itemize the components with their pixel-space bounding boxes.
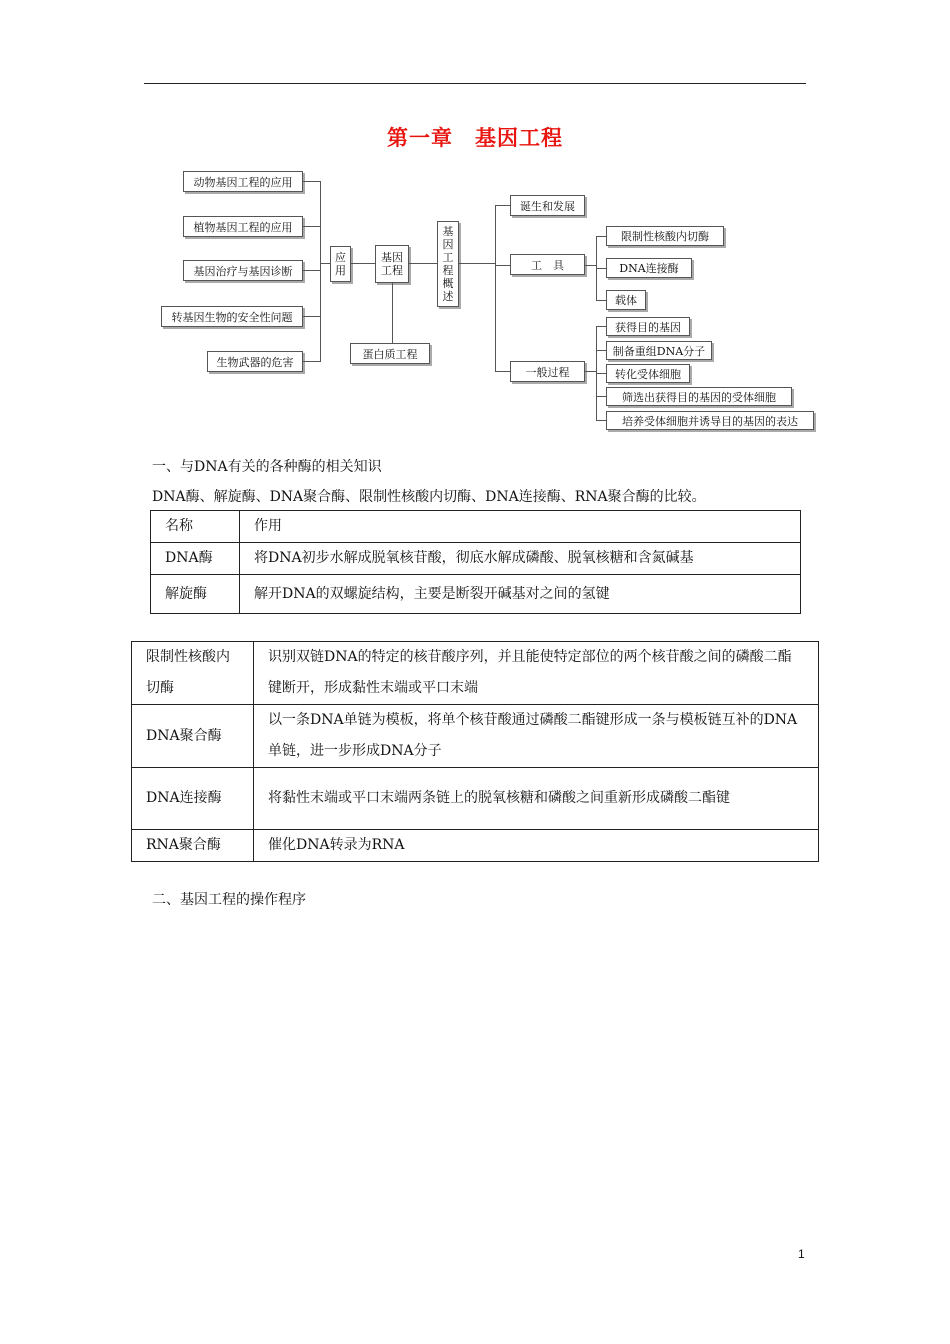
table-row	[132, 642, 819, 705]
node-bioweapon: 生物武器的危害	[207, 351, 303, 372]
node-protein-engineering: 蛋白质工程	[350, 343, 430, 364]
node-therapy: 基因治疗与基因诊断	[183, 260, 303, 281]
node-restriction-enzyme: 限制性核酸内切酶	[606, 226, 724, 246]
node-vector: 载体	[606, 290, 646, 310]
node-animal: 动物基因工程的应用	[183, 171, 303, 192]
table-cell: 解开DNA的双螺旋结构，主要是断裂开碱基对之间的氢键	[240, 575, 801, 614]
table-cell: 识别双链DNA的特定的核苷酸序列，并且能使特定部位的两个核苷酸之间的磷酸二酯键断开，形成黏性末端或平口末端	[254, 642, 819, 705]
section1-heading: 一、与DNA有关的各种酶的相关知识	[152, 459, 382, 475]
table-row	[132, 830, 819, 862]
table-cell: 解旋酶	[151, 575, 240, 614]
chapter-title: 第一章 基因工程	[387, 125, 563, 150]
table-cell: DNA聚合酶	[132, 705, 254, 768]
table-row	[151, 575, 801, 614]
table-row	[151, 543, 801, 575]
table-cell: 以一条DNA单链为模板，将单个核苷酸通过磷酸二酯键形成一条与模板链互补的DNA单链，进一步形成DNA分子	[254, 705, 819, 768]
node-safety: 转基因生物的安全性问题	[161, 306, 303, 327]
node-obtain-gene: 获得目的基因	[606, 317, 690, 336]
node-recombinant-dna: 制备重组DNA分子	[606, 341, 712, 360]
page-number: 1	[798, 1247, 805, 1261]
node-transform-cells: 转化受体细胞	[606, 364, 690, 383]
header-rule	[144, 83, 806, 84]
table-row	[151, 511, 801, 543]
section1-intro: DNA酶、解旋酶、DNA聚合酶、限制性核酸内切酶、DNA连接酶、RNA聚合酶的比较。	[152, 489, 706, 505]
table-cell: 作用	[240, 511, 801, 543]
node-application: 应 用	[330, 246, 351, 282]
table-cell: 将DNA初步水解成脱氧核苷酸，彻底水解成磷酸、脱氧核糖和含氮碱基	[240, 543, 801, 575]
node-screen-cells: 筛选出获得目的基因的受体细胞	[606, 387, 792, 406]
table-cell: 限制性核酸内切酶	[132, 642, 254, 705]
enzyme-table-1	[150, 510, 801, 614]
table-row	[132, 768, 819, 830]
node-genetic-engineering: 基因 工程	[375, 245, 409, 283]
table-cell: DNA连接酶	[132, 768, 254, 830]
enzyme-table-2	[131, 641, 819, 862]
table-cell: RNA聚合酶	[132, 830, 254, 862]
table-cell: 将黏性末端或平口末端两条链上的脱氧核糖和磷酸之间重新形成磷酸二酯键	[254, 768, 819, 830]
section2-heading: 二、基因工程的操作程序	[152, 892, 306, 908]
node-dna-ligase: DNA连接酶	[606, 258, 692, 278]
node-general-process: 一般过程	[510, 361, 585, 382]
node-birth-development: 诞生和发展	[510, 195, 585, 216]
table-cell: DNA酶	[151, 543, 240, 575]
table-cell: 催化DNA转录为RNA	[254, 830, 819, 862]
node-tools: 工 具	[510, 254, 585, 275]
node-plant: 植物基因工程的应用	[183, 216, 303, 237]
table-row	[132, 705, 819, 768]
node-overview: 基 因 工 程 概 述	[437, 221, 459, 307]
node-culture-express: 培养受体细胞并诱导目的基因的表达	[606, 411, 814, 430]
table-cell: 名称	[151, 511, 240, 543]
